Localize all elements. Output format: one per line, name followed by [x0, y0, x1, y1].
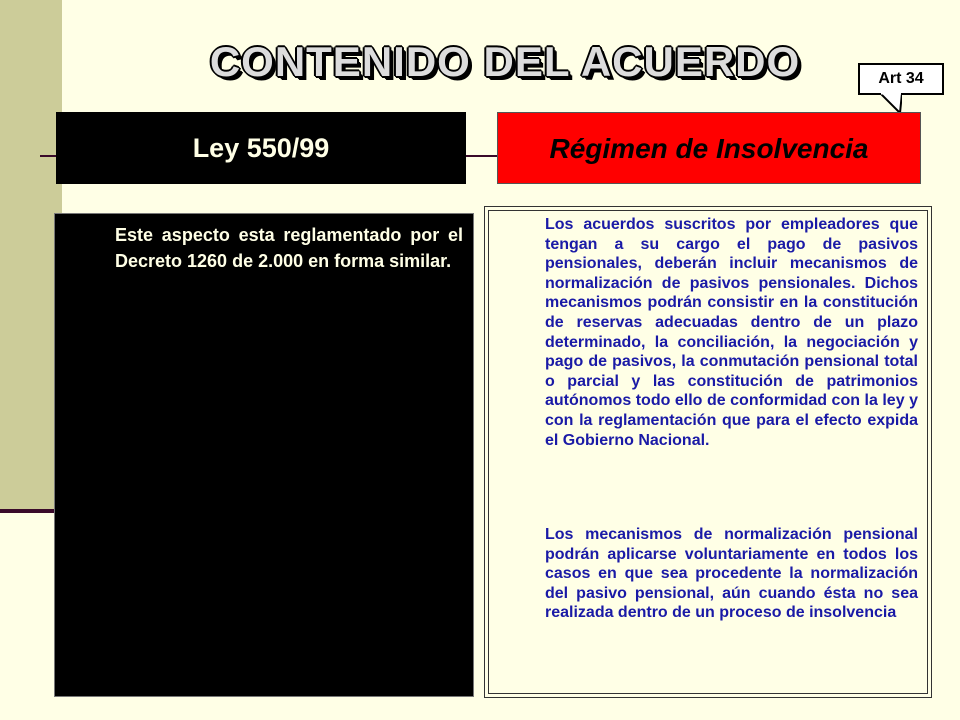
- header-connector-line: [466, 155, 497, 157]
- heading-ley-550-99: Ley 550/99: [56, 112, 466, 184]
- slide-title: CONTENIDO DEL ACUERDO: [209, 38, 801, 85]
- right-panel-paragraph: Los mecanismos de normalización pensional podrán aplicarse voluntariamente en todos los casos en que sea procedente la normalización del pasivo pensional, aún cuando ésta no sea realizada dentro de un proceso de insolvencia: [545, 526, 918, 622]
- heading-regimen-insolvencia: Régimen de Insolvencia: [497, 112, 921, 184]
- left-content-panel: [54, 213, 474, 697]
- article-callout: Art 34: [858, 63, 944, 95]
- right-panel-paragraph: Los acuerdos suscritos por empleadores que tengan a su cargo el pago de pasivos pensionales, deberán incluir mecanismos de normalización de pasivos pensionales. Dichos mecanismos podrán consistir en la constitución de reservas adecuadas dentro de un plazo determinado, la conciliación, la negociación y pago de pasivos, la conmutación pensional total o parcial y las constitución de patrimonios autónomos todo ello de conformidad con la ley y con la reglamentación que para el efecto expida el Gobierno Nacional.: [545, 216, 918, 449]
- right-content-panel: [484, 206, 932, 698]
- left-panel-text: Este aspecto esta reglamentado por el Decreto 1260 de 2.000 en forma similar.: [115, 225, 463, 271]
- callout-pointer: [880, 93, 902, 113]
- decorative-divider: [0, 509, 58, 513]
